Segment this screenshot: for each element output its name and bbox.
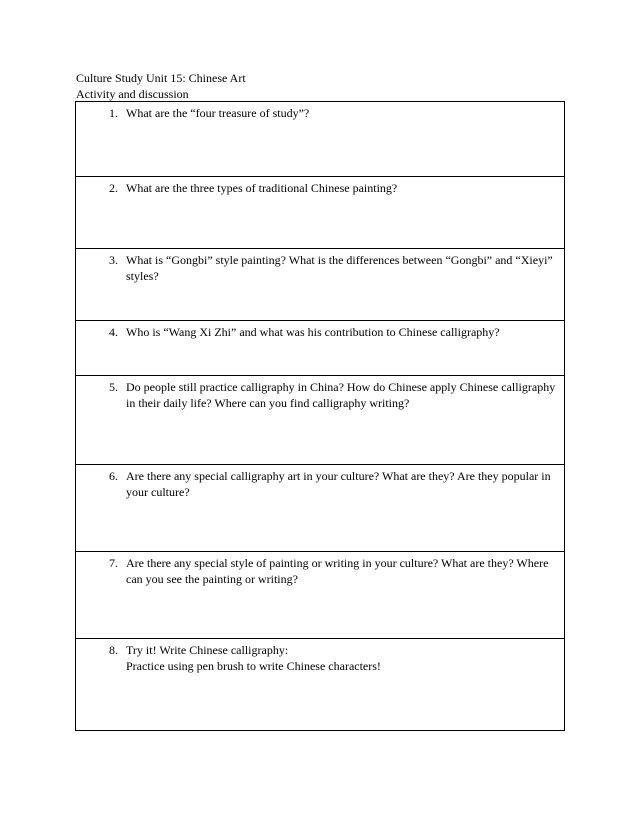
question-row <box>76 177 565 249</box>
question-number: 6. <box>109 469 118 483</box>
question-number: 4. <box>109 325 118 339</box>
question-text: What is “Gongbi” style painting? What is the differences between “Gongbi” and “Xieyi” styles? <box>126 253 553 283</box>
question-text: Are there any special calligraphy art in your culture? What are they? Are they popular in your culture? <box>126 469 551 499</box>
question-number: 7. <box>109 556 118 570</box>
question-text-line1: Try it! Write Chinese calligraphy: <box>126 643 289 657</box>
question-row <box>76 102 565 177</box>
worksheet-title: Culture Study Unit 15: Chinese Art <box>76 71 246 85</box>
question-text <box>126 642 556 674</box>
question-text: What are the “four treasure of study”? <box>126 106 310 120</box>
worksheet-subtitle: Activity and discussion <box>76 87 189 101</box>
question-row <box>76 321 565 376</box>
question-text: Are there any special style of painting or writing in your culture? What are they? Where can you see the painting or writing? <box>126 556 549 586</box>
question-row <box>76 639 565 731</box>
question-number: 1. <box>109 106 118 120</box>
question-number: 3. <box>109 253 118 267</box>
question-text: Who is “Wang Xi Zhi” and what was his contribution to Chinese calligraphy? <box>126 325 500 339</box>
question-row <box>76 465 565 552</box>
question-text: Do people still practice calligraphy in China? How do Chinese apply Chinese calligraphy in their daily life? Where can you find calligraphy writing? <box>126 380 556 410</box>
question-table <box>75 101 565 731</box>
question-number: 2. <box>109 181 118 195</box>
question-text-line2: Practice using pen brush to write Chinese characters! <box>126 659 381 673</box>
question-row <box>76 376 565 465</box>
question-number: 5. <box>109 380 118 394</box>
question-row <box>76 552 565 639</box>
question-text: What are the three types of traditional Chinese painting? <box>126 181 398 195</box>
worksheet-header <box>76 70 246 102</box>
question-number: 8. <box>109 643 118 657</box>
question-row <box>76 249 565 321</box>
